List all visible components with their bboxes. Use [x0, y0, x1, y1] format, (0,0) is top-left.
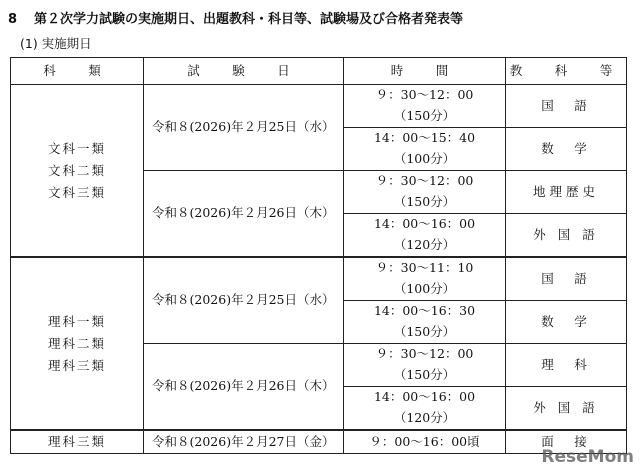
header-time: 時 間	[344, 58, 506, 85]
time-range: ９：00〜16：00頃	[344, 430, 506, 454]
exam-date-cell: 令和８(2026)年２月26日（木）	[144, 171, 344, 258]
header-category: 科 類	[11, 58, 144, 85]
resemom-watermark-logo: ReseMom	[541, 447, 634, 467]
category-label: 理科一類	[47, 313, 106, 329]
time-range: 14：00〜15：40	[344, 128, 506, 150]
header-exam-date: 試 験 日	[144, 58, 344, 85]
header-subjects: 教 科 等	[506, 58, 627, 85]
sciences-categories-cell	[11, 257, 144, 430]
section-title: 第２次学力試験の実施期日、出題教科・科目等、試験場及び合格者発表等	[34, 12, 464, 27]
time-range: 14：00〜16：30	[344, 301, 506, 323]
time-range: 14：00〜16：00	[344, 214, 506, 236]
category-label: 文科二類	[47, 162, 106, 178]
time-duration: （100分）	[344, 149, 506, 171]
interview-category-cell	[11, 430, 144, 454]
subject-cell: 地理歴史	[506, 171, 627, 214]
category-label: 理科三類	[47, 434, 106, 449]
subject-cell: 理 科	[506, 344, 627, 387]
exam-date-cell: 令和８(2026)年２月27日（金）	[144, 430, 344, 454]
time-range: ９：30〜12：00	[344, 344, 506, 366]
time-duration: （150分）	[344, 365, 506, 387]
exam-schedule-table	[10, 57, 627, 454]
subject-cell: 外 国 語	[506, 214, 627, 258]
category-label: 理科三類	[47, 357, 106, 373]
category-label: 理科二類	[47, 335, 106, 351]
time-duration: （100分）	[344, 279, 506, 301]
table-row	[11, 85, 627, 107]
section-heading	[8, 8, 463, 27]
exam-date-cell: 令和８(2026)年２月25日（水）	[144, 85, 344, 171]
category-label: 文科三類	[47, 184, 106, 200]
subject-cell: 外 国 語	[506, 387, 627, 431]
time-range: ９：30〜11：10	[344, 257, 506, 279]
time-duration: （120分）	[344, 235, 506, 257]
table-row-interview	[11, 430, 627, 454]
exam-date-cell: 令和８(2026)年２月25日（水）	[144, 257, 344, 344]
time-range: 14：00〜16：00	[344, 387, 506, 409]
section-number: 8	[8, 12, 18, 27]
time-duration: （120分）	[344, 408, 506, 430]
subject-cell: 面 接	[506, 430, 627, 454]
subject-cell: 国 語	[506, 257, 627, 301]
humanities-categories-cell	[11, 85, 144, 258]
exam-date-cell: 令和８(2026)年２月26日（木）	[144, 344, 344, 431]
table-row	[11, 257, 627, 279]
subject-cell: 国 語	[506, 85, 627, 128]
time-duration: （150分）	[344, 322, 506, 344]
subject-cell: 数 学	[506, 301, 627, 344]
time-range: ９：30〜12：00	[344, 171, 506, 193]
time-duration: （150分）	[344, 106, 506, 128]
time-range: ９：30〜12：00	[344, 85, 506, 107]
table-header-row	[11, 58, 627, 85]
subject-cell: 数 学	[506, 128, 627, 171]
subsection-heading: (1) 実施期日	[20, 36, 92, 51]
category-label: 文科一類	[47, 140, 106, 156]
time-duration: （150分）	[344, 192, 506, 214]
